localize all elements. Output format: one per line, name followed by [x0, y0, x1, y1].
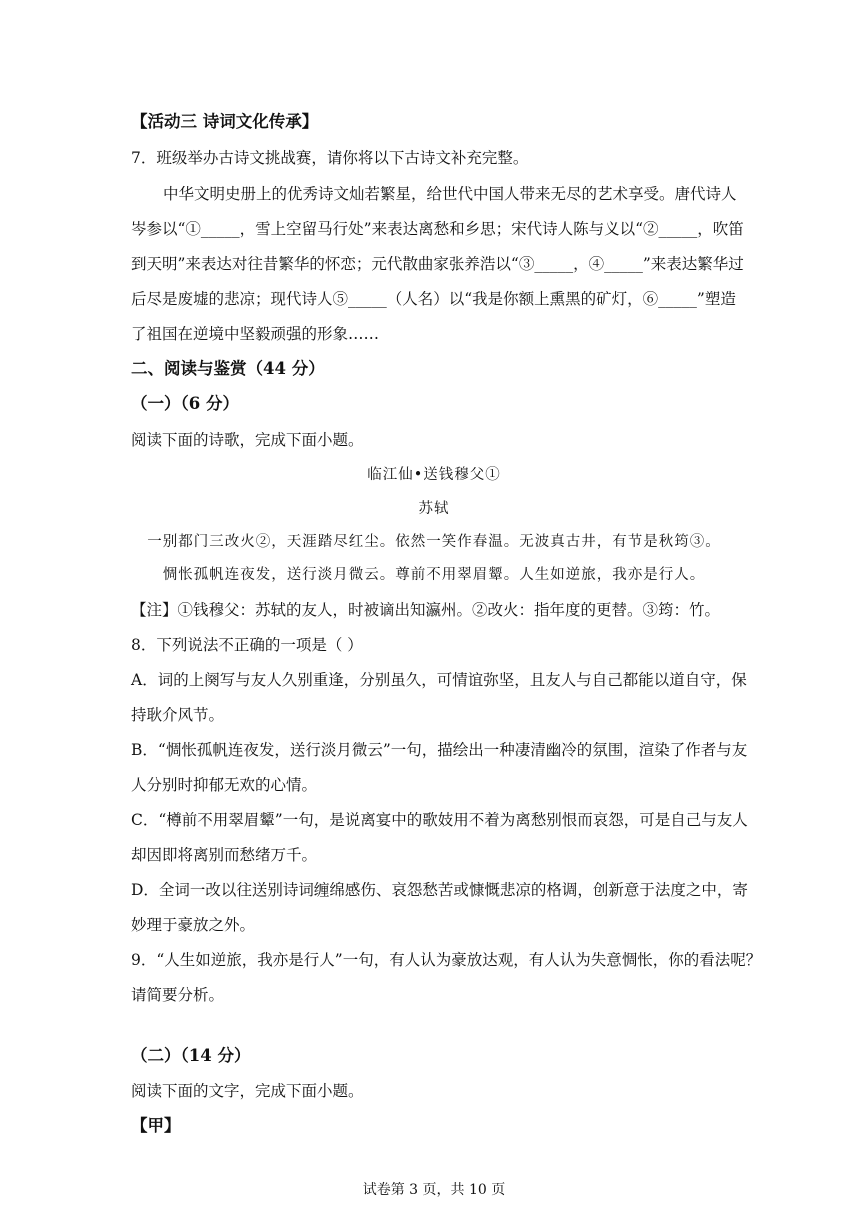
option-b-line-1: B．“惆怅孤帆连夜发，送行淡月微云”一句，描绘出一种凄清幽冷的氛围，渲染了作者与友	[131, 741, 748, 759]
option-a-line-1: A．词的上阕写与友人久别重逢，分别虽久，可情谊弥坚，且友人与自己都能以道自守，保	[131, 671, 747, 689]
option-b-line-2: 人分别时抑郁无欢的心情。	[131, 776, 318, 794]
part-2-label: 【甲】	[131, 1116, 181, 1135]
poem-line-2: 惆怅孤帆连夜发，送行淡月微云。尊前不用翠眉颦。人生如逆旅，我亦是行人。	[162, 567, 706, 583]
question-7-line-4: 后尽是废墟的悲凉；现代诗人⑤_____（人名）以“我是你额上熏黑的矿灯，⑥_____”塑造	[131, 290, 736, 308]
section-2-heading: 二、阅读与鉴赏（44 分）	[131, 359, 325, 378]
option-c-line-1: C．“樽前不用翠眉颦”一句，是说离宴中的歌妓用不着为离愁别恨而哀怨，可是自己与友人	[131, 811, 748, 829]
part-1-instruction: 阅读下面的诗歌，完成下面小题。	[131, 431, 364, 449]
poem-note: 【注】①钱穆父：苏轼的友人，时被谪出知瀛州。②改火：指年度的更替。③筠：竹。	[131, 601, 721, 619]
question-8-stem: 8．下列说法不正确的一项是（ ）	[131, 636, 363, 654]
part-1-heading: （一）（6 分）	[131, 394, 239, 413]
poem-author: 苏轼	[418, 501, 450, 517]
option-d-line-1: D．全词一改以往送别诗词缠绵感伤、哀怨愁苦或慷慨悲凉的格调，创新意于法度之中，寄	[131, 881, 748, 899]
question-7-line-5: 了祖国在逆境中坚毅顽强的形象……	[131, 325, 380, 343]
part-2-heading: （二）（14 分）	[131, 1046, 251, 1065]
question-7-line-3: 到天明”来表达对往昔繁华的怀恋；元代散曲家张养浩以“③_____，④_____”来表达繁华过	[131, 255, 744, 273]
option-c-line-2: 却因即将离别而愁绪万千。	[131, 846, 318, 864]
question-7-line-1: 中华文明史册上的优秀诗文灿若繁星，给世代中国人带来无尽的艺术享受。唐代诗人	[163, 185, 737, 203]
question-7-stem: 7．班级举办古诗文挑战赛，请你将以下古诗文补充完整。	[131, 149, 529, 167]
option-d-line-2: 妙理于豪放之外。	[131, 916, 256, 934]
question-9-line-1: 9．“人生如逆旅，我亦是行人”一句，有人认为豪放达观，有人认为失意惆怅，你的看法呢？	[131, 951, 762, 969]
question-9-line-2: 请简要分析。	[131, 986, 225, 1004]
poem-title: 临江仙•送钱穆父①	[367, 467, 501, 483]
part-2-instruction: 阅读下面的文字，完成下面小题。	[131, 1082, 364, 1100]
option-a-line-2: 持耿介风节。	[131, 706, 225, 724]
page-footer: 试卷第 3 页，共 10 页	[362, 1182, 506, 1198]
poem-line-1: 一别都门三改火②，天涯踏尽红尘。依然一笑作春温。无波真古井，有节是秋筠③。	[147, 534, 721, 550]
question-7-line-2: 岑参以“①_____，雪上空留马行处”来表达离愁和乡思；宋代诗人陈与义以“②_____，吹笛	[131, 220, 744, 238]
activity-heading: 【活动三 诗词文化传承】	[131, 112, 319, 131]
